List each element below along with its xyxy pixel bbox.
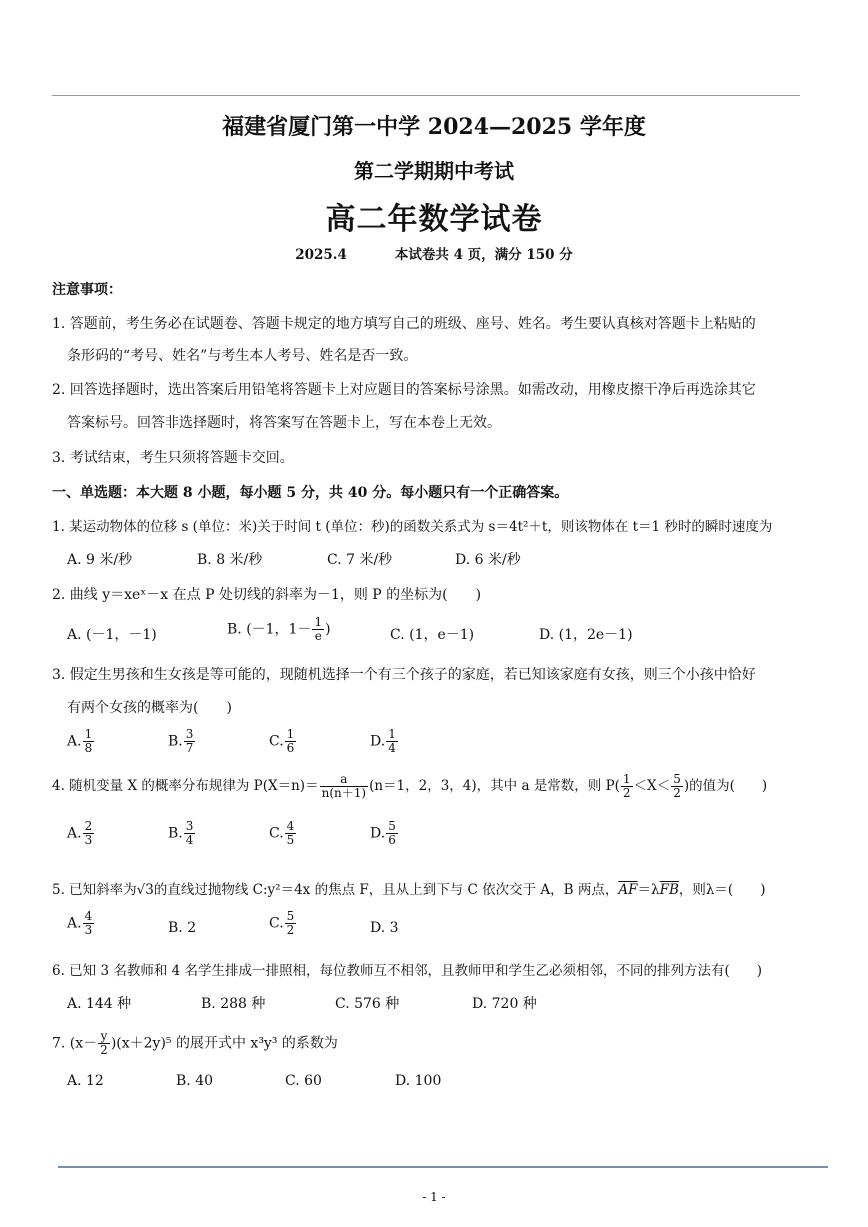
page-number: - 1 - (422, 1190, 446, 1204)
numerator: 4 (286, 819, 295, 833)
question-3-line-1: 3. 假定生男孩和生女孩是等可能的，现随机选择一个有三个孩子的家庭，若已知该家庭有女孩，则三个小孩中恰好 (52, 667, 756, 683)
option-label: B. (168, 825, 183, 842)
option-c (269, 728, 297, 755)
denominator: 3 (84, 923, 93, 937)
option-label: D. (370, 733, 386, 750)
numerator: 1 (622, 772, 631, 786)
question-2: 2. 曲线 y＝xeˣ－x 在点 P 处切线的斜率为－1，则 P 的坐标为( ) (52, 587, 482, 603)
option-b (227, 616, 331, 643)
numerator: a (320, 773, 368, 787)
option-d: D. 720 种 (472, 996, 537, 1012)
question-3-line-2: 有两个女孩的概率为( ) (67, 700, 232, 716)
exam-pages-score: 本试卷共 4 页，满分 150 分 (394, 247, 573, 263)
option-d: D. (1，2e－1) (539, 627, 633, 643)
numerator: 5 (388, 819, 396, 833)
option-d: D. 100 (395, 1073, 442, 1089)
option-label: C. (269, 915, 284, 932)
question-6: 6. 已知 3 名教师和 4 名学生排成一排照相，每位教师互不相邻，且教师甲和学生乙必须相邻，不同的排列方法有( ) (52, 963, 763, 979)
option-a (67, 910, 95, 937)
fraction (184, 820, 196, 847)
fraction (671, 773, 683, 800)
option-b (168, 728, 196, 755)
denominator: 2 (673, 786, 681, 800)
question-5 (52, 878, 765, 898)
denominator: n(n＋1) (321, 786, 367, 800)
denominator: 5 (286, 833, 295, 847)
fraction (285, 728, 297, 755)
inequality: ＜X＜ (633, 778, 671, 794)
denominator: 2 (622, 786, 631, 800)
option-label: A. (67, 733, 82, 750)
question-4-middle: (n＝1，2，3，4)，其中 a 是常数，则 P( (369, 778, 620, 794)
denominator: e (314, 629, 322, 643)
question-5-suffix: ，则λ＝( ) (678, 882, 766, 898)
option-label: C. (269, 733, 284, 750)
section-1-heading: 一、单选题：本大题 8 小题，每小题 5 分，共 40 分。每小题只有一个正确答案。 (52, 485, 569, 501)
question-7-prefix: 7. (x－ (52, 1035, 98, 1052)
fraction (83, 728, 95, 755)
denominator: 6 (388, 833, 396, 847)
numerator: 4 (84, 909, 93, 923)
denominator: 7 (185, 741, 194, 755)
option-b: B. 288 种 (201, 996, 266, 1012)
numerator: 5 (673, 772, 681, 786)
option-c (269, 910, 297, 937)
option-label: D. (370, 825, 386, 842)
option-c (269, 820, 297, 847)
option-a: A. 9 米/秒 (67, 552, 133, 568)
question-7 (52, 1030, 338, 1057)
numerator: 1 (286, 727, 295, 741)
option-label: A. (67, 915, 82, 932)
denominator: 4 (185, 833, 194, 847)
option-c: C. 60 (285, 1073, 322, 1089)
exam-date: 2025.4 (295, 247, 347, 263)
fraction (312, 616, 324, 643)
question-4-prefix: 4. 随机变量 X 的概率分布规律为 P(X＝n)＝ (52, 778, 319, 794)
option-a (67, 820, 95, 847)
fraction (320, 773, 368, 800)
exam-info (0, 243, 868, 263)
option-d (370, 820, 399, 847)
top-rule (52, 95, 800, 96)
option-b-suffix: ) (325, 621, 331, 638)
numerator: 2 (84, 819, 93, 833)
fraction (83, 820, 95, 847)
bottom-rule (58, 1166, 828, 1168)
fraction (285, 910, 297, 937)
option-label: A. (67, 825, 82, 842)
option-b (168, 820, 196, 847)
option-b: B. 8 米/秒 (197, 552, 263, 568)
note-2b: 答案标号。回答非选择题时，将答案写在答题卡上，写在本卷上无效。 (67, 415, 501, 431)
numerator: 5 (286, 909, 295, 923)
fraction (386, 728, 398, 755)
denominator: 3 (84, 833, 93, 847)
question-4-suffix: )的值为( ) (683, 778, 768, 794)
fraction (83, 910, 95, 937)
option-b: B. 2 (168, 920, 197, 936)
numerator: 3 (185, 727, 194, 741)
denominator: 2 (100, 1043, 108, 1057)
option-a (67, 728, 95, 755)
fraction (98, 1030, 110, 1057)
fraction (285, 820, 297, 847)
denominator: 6 (286, 741, 295, 755)
fraction (184, 728, 196, 755)
numerator: y (98, 1030, 110, 1044)
question-4 (52, 773, 767, 800)
notes-heading: 注意事项： (52, 282, 122, 298)
numerator: 1 (84, 727, 93, 741)
option-a: A. 12 (67, 1073, 104, 1089)
option-a: A. (－1，－1) (67, 627, 157, 643)
option-a: A. 144 种 (67, 996, 132, 1012)
option-b-prefix: B. (－1，1－ (227, 621, 312, 638)
numerator: 1 (314, 615, 323, 629)
numerator: 1 (388, 727, 396, 741)
exam-title: 高二年数学试卷 (325, 202, 543, 237)
question-5-prefix: 5. 已知斜率为√3的直线过抛物线 C:y²＝4x 的焦点 F，且从上到下与 C 依次交于 A，B 两点， (52, 882, 619, 898)
option-c: C. 7 米/秒 (327, 552, 393, 568)
fraction (621, 773, 633, 800)
option-label: C. (269, 825, 284, 842)
option-label: B. (168, 733, 183, 750)
option-c: C. (1，e－1) (390, 627, 475, 643)
vector-af: $\overline{AF}$ (618, 882, 638, 898)
denominator: 2 (286, 923, 295, 937)
note-3: 3. 考试结束，考生只须将答题卡交回。 (52, 450, 294, 466)
denominator: 4 (388, 741, 396, 755)
numerator: 3 (185, 819, 194, 833)
vector-equation: ＝λ (637, 882, 660, 898)
option-b: B. 40 (176, 1073, 214, 1089)
school-title: 福建省厦门第一中学 2024—2025 学年度 (222, 114, 646, 140)
note-2a: 2. 回答选择题时，选出答案后用铅笔将答题卡上对应题目的答案标号涂黑。如需改动，用橡皮擦干净后再选涂其它 (52, 382, 756, 398)
denominator: 8 (84, 741, 93, 755)
note-1b: 条形码的“考号、姓名”与考生本人考号、姓名是否一致。 (67, 348, 418, 364)
option-c: C. 576 种 (335, 996, 400, 1012)
option-d: D. 6 米/秒 (455, 552, 521, 568)
note-1a: 1. 答题前，考生务必在试题卷、答题卡规定的地方填写自己的班级、座号、姓名。考生要认真核对答题卡上粘贴的 (52, 316, 756, 332)
question-1: 1. 某运动物体的位移 s (单位：米)关于时间 t (单位：秒)的函数关系式为 s＝4t²＋t，则该物体在 t＝1 秒时的瞬时速度为 (52, 519, 773, 535)
question-7-suffix: )(x＋2y)⁵ 的展开式中 x³y³ 的系数为 (110, 1035, 338, 1052)
option-d (370, 728, 399, 755)
vector-fb: $\overline{FB}$ (659, 882, 679, 898)
term-title: 第二学期期中考试 (354, 159, 514, 183)
fraction (386, 820, 398, 847)
option-d: D. 3 (370, 920, 399, 936)
